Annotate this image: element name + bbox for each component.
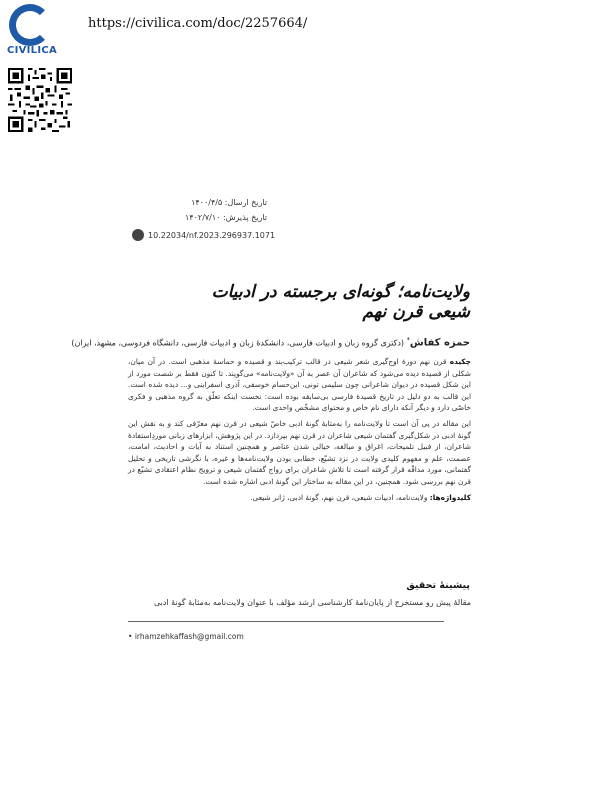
abstract-paragraph-1 xyxy=(128,356,471,414)
doi-text[interactable]: 10.22034/nf.2023.296937.1071 xyxy=(148,230,276,240)
footnote-divider xyxy=(128,621,444,622)
abstract-paragraph-2: این مقاله در پی آن است تا ولایت‌نامه را به‌مثابهٔ گونهٔ ادبی خاصّ شیعی در قرن نهم معرّفی کند و به نقش این گونهٔ ادبی در شکل‌گیری گفتمان شیعی شاعران در قرن نهم بپردازد. در این پژوهش، ابزارهای زبانی موردِاستفادهٔ شاعران، از قبیل تلمیحات، اغراق و مبالغه، خیالی شدن عناصر و همچنین استناد به آیات و احادیث، امامت، عصمت، علم و مفهوم کلیدی ولایت در نزد تشیّع، خطابی بودن ولایت‌نامه‌ها و غیره، با نگرشی تاریخی و تحلیل گفتمانی، مورد مداقّه قرار گرفته است تا تلاش شاعران برای رواج گفتمان شیعی و ترویج نظام اعتقادی تشیّع در قرن نهم بررسی شود. همچنین، در این مقاله به ساختار این گونهٔ ادبی اشاره شده است. xyxy=(128,418,471,486)
author-affiliation: (دکتری گروه زبان و ادبیات فارسی، دانشکدهٔ زبان و ادبیات فارسی، دانشگاه فردوسی، مشهد، ایران) xyxy=(71,338,405,348)
section-heading: پیشینهٔ تحقیق xyxy=(406,580,470,591)
section-text: مقالهٔ پیش رو مستخرج از پایان‌نامهٔ کارشناسی ارشد مؤلّف با عنوان ولایت‌نامه به‌مثابهٔ گونهٔ ادبی xyxy=(153,598,471,607)
doi-icon xyxy=(132,229,144,241)
article-title: ولایت‌نامه؛ گونه‌ای برجسته در ادبیات شیعی قرن نهم xyxy=(211,282,470,322)
footnote xyxy=(128,632,244,641)
author-name: حمزه کفاش xyxy=(409,337,470,349)
document-url[interactable]: https://civilica.com/doc/2257664/ xyxy=(88,16,308,31)
abstract-label: چکیده xyxy=(449,357,471,366)
civilica-logo[interactable] xyxy=(4,4,56,56)
abstract xyxy=(128,356,471,503)
author-email[interactable]: irhamzehkaffash@gmail.com xyxy=(134,632,244,641)
logo-text: CIVILICA xyxy=(6,45,58,56)
qr-code xyxy=(8,68,72,132)
article-dates xyxy=(137,195,267,225)
logo-ring xyxy=(9,4,51,46)
doi-line[interactable] xyxy=(132,229,275,241)
keywords: ولایت‌نامه، ادبیات شیعی، قرن نهم، گونهٔ ادبی، ژانر شیعی. xyxy=(250,492,428,502)
author-line xyxy=(71,336,470,349)
keywords-label: کلیدواژه‌ها: xyxy=(429,492,471,502)
keywords-line xyxy=(128,492,471,504)
accepted-date: تاریخ پذیرش: ۱۴۰۲/۷/۱۰ xyxy=(185,213,267,222)
footnote-bullet: • xyxy=(128,632,133,641)
footnote-marker: * xyxy=(406,336,410,344)
received-date: تاریخ ارسال: ۱۴۰۰/۴/۵ xyxy=(191,198,267,207)
abstract-text-1: قرن نهم دورهٔ اوج‌گیری شعر شیعی در قالب ترکیب‌بند و قصیده و حماسهٔ مذهبی است. در آن میان، شکلی از قصیده دیده می‌شود که شاعران آن عصر به آن «ولایت‌نامه» می‌گویند. تا کنون فقط بر شصت مورد از این شکل قصیده در دیوان شاعرانی چون سلیمی تونی، ابن‌حسام خوسفی، آذری اسفراینی و... دیده شده است. این قالب به دو دلیل در تاریخ قصیدهٔ فارسی بی‌سابقه بوده است: نخست اینکه تعلّق به گروه مذهبی و فکری خاصّی دارد و دیگر آنکه دارای نام خاص و محتوای مشخّص واحدی است. xyxy=(128,357,471,413)
